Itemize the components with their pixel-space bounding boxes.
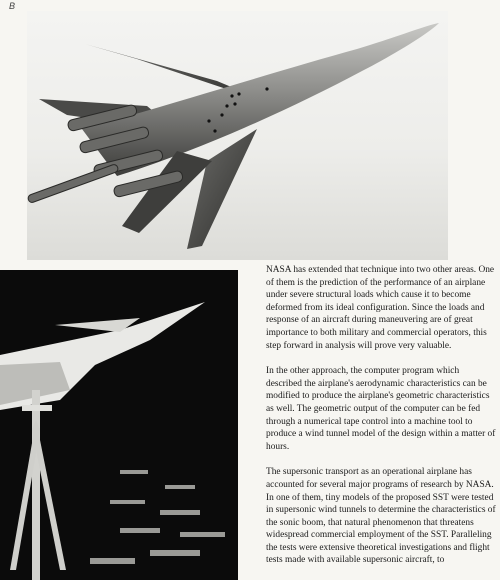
paragraph: NASA has extended that technique into two other areas. One of them is the prediction of the performance of an airplane under severe structural loads which cause it to become deformed from its ideal configuration. Since the loads and response of an aircraft during maneuvering are of great importance to both military and commercial operators, this step forward in analysis will prove very valuable. [266,265,495,351]
aircraft-model-photo [27,11,448,260]
figure-label: B [9,1,16,11]
wind-tunnel-photo [0,270,238,580]
paragraph: In the other approach, the computer program which described the airplane's aerodynamic characteristics can be modified to produce the airplane's geometric characteristics as well. The geometric output of the computer can be fed through a numerical tape control into a machine tool to produce a wind tunnel model of the design within a matter of hours. [266,366,496,452]
paragraph: The supersonic transport as an operational airplane has accounted for several major programs of research by NASA. In one of them, tiny models of the proposed SST were tested in supersonic wind tunnels to determine the characteristics of the sonic boom, that natural phenomenon that threatens widespread commercial employment of the SST. Paralleling the tests were extensive theoretical investigations and flight tests made with available supersonic aircraft, to [266,467,496,566]
article-text-column [266,264,496,580]
